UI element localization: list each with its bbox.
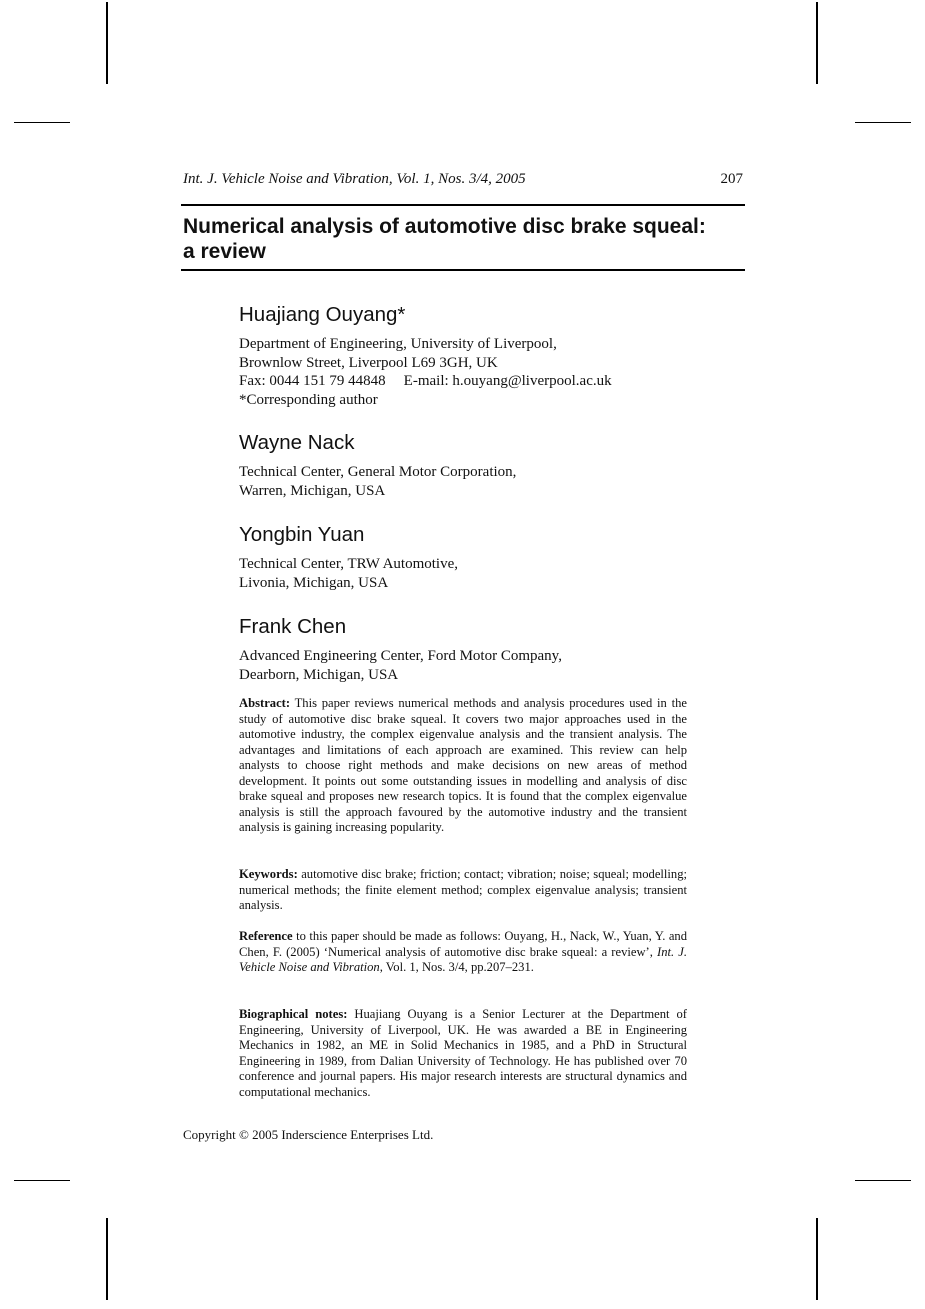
bio-text: Huajiang Ouyang is a Senior Lecturer at the Department of Engineering, University of Liverpool, UK. He was awarded a BE in Engineering Mechanics in 1982, an ME in Solid Mechanics in 1985, and a PhD in Structural Engineering in 1989, from Dalian University of Technology. He has published over 70 conference and journal papers. His major research interests are structural dynamics and computational mechanics. <box>239 1007 687 1099</box>
crop-mark-top-left-vertical <box>106 2 108 84</box>
copyright-notice: Copyright © 2005 Inderscience Enterprises Ltd. <box>183 1127 434 1142</box>
crop-mark-top-right-vertical <box>816 2 818 84</box>
running-head-journal: Int. J. Vehicle Noise and Vibration, Vol. 1, Nos. 3/4, 2005 <box>183 171 526 187</box>
page-number: 207 <box>720 171 743 187</box>
author-name: Wayne Nack <box>239 431 355 454</box>
title-rule-bottom <box>181 269 745 271</box>
reference-label: Reference <box>239 929 293 943</box>
crop-mark-bottom-left-horizontal <box>14 1180 70 1181</box>
crop-mark-top-left-horizontal <box>14 122 70 123</box>
author-name: Yongbin Yuan <box>239 523 365 546</box>
affiliation-line: Brownlow Street, Liverpool L69 3GH, UK <box>239 354 498 371</box>
author-name: Frank Chen <box>239 615 347 638</box>
reference <box>239 929 687 976</box>
affiliation-line: Department of Engineering, University of Liverpool, <box>239 336 557 352</box>
title-rule-top <box>181 204 745 206</box>
affiliation-line: Advanced Engineering Center, Ford Motor Company, <box>239 648 562 664</box>
paper-title-line1: Numerical analysis of automotive disc brake squeal: <box>183 215 706 238</box>
bio-label: Biographical notes: <box>239 1007 348 1021</box>
abstract-label: Abstract: <box>239 696 291 710</box>
reference-text: to this paper should be made as follows: Ouyang, H., Nack, W., Yuan, Y. and Chen, F. (2005) ‘Numerical analysis of automotive disc brake squeal: a review’, <box>239 929 687 959</box>
affiliation-line: Livonia, Michigan, USA <box>239 574 389 591</box>
author-block-yuan <box>239 523 699 592</box>
corresponding-author-note: *Corresponding author <box>239 391 378 408</box>
affiliation-line: Technical Center, TRW Automotive, <box>239 556 459 572</box>
affiliation-line: Dearborn, Michigan, USA <box>239 666 399 683</box>
reference-text-end: , Vol. 1, Nos. 3/4, pp.207–231. <box>379 960 534 975</box>
author-block-chen <box>239 615 699 684</box>
crop-mark-top-right-horizontal <box>855 122 911 123</box>
fax-number: Fax: 0044 151 79 44848 <box>239 373 386 389</box>
reference-journal: Int. J. Vehicle Noise and Vibration <box>239 944 688 975</box>
keywords-label: Keywords: <box>239 867 298 881</box>
abstract-text: This paper reviews numerical methods and analysis procedures used in the study of automotive disc brake squeal. It covers two major approaches used in the automotive industry, the complex eigenvalue analysis and the transient analysis. The advantages and limitations of each approach are examined. This review can help analysts to choose right methods and make decisions on new areas of method development. It points out some outstanding issues in modelling and analysis of disc brake squeal and proposes new research topics. It is found that the complex eigenvalue analysis is still the approach favoured by the automotive industry and the transient analysis is gaining increasing popularity. <box>239 696 687 835</box>
keywords <box>239 867 687 914</box>
author-name: Huajiang Ouyang* <box>239 303 406 326</box>
affiliation-line: Technical Center, General Motor Corporation, <box>239 464 517 480</box>
author-block-ouyang <box>239 303 699 409</box>
abstract <box>239 696 687 836</box>
biographical-notes <box>239 1007 687 1100</box>
keywords-text: automotive disc brake; friction; contact; vibration; noise; squeal; modelling; numerical methods; the finite element method; complex eigenvalue analysis; transient analysis. <box>239 867 687 913</box>
crop-mark-bottom-left-vertical <box>106 1218 108 1300</box>
contact-line <box>239 372 699 391</box>
crop-mark-bottom-right-vertical <box>816 1218 818 1300</box>
paper-title-line2: a review <box>183 240 266 263</box>
crop-mark-bottom-right-horizontal <box>855 1180 911 1181</box>
paper-title <box>183 214 753 264</box>
affiliation-line: Warren, Michigan, USA <box>239 482 386 499</box>
email-address: E-mail: h.ouyang@liverpool.ac.uk <box>403 373 612 389</box>
author-block-nack <box>239 431 699 500</box>
